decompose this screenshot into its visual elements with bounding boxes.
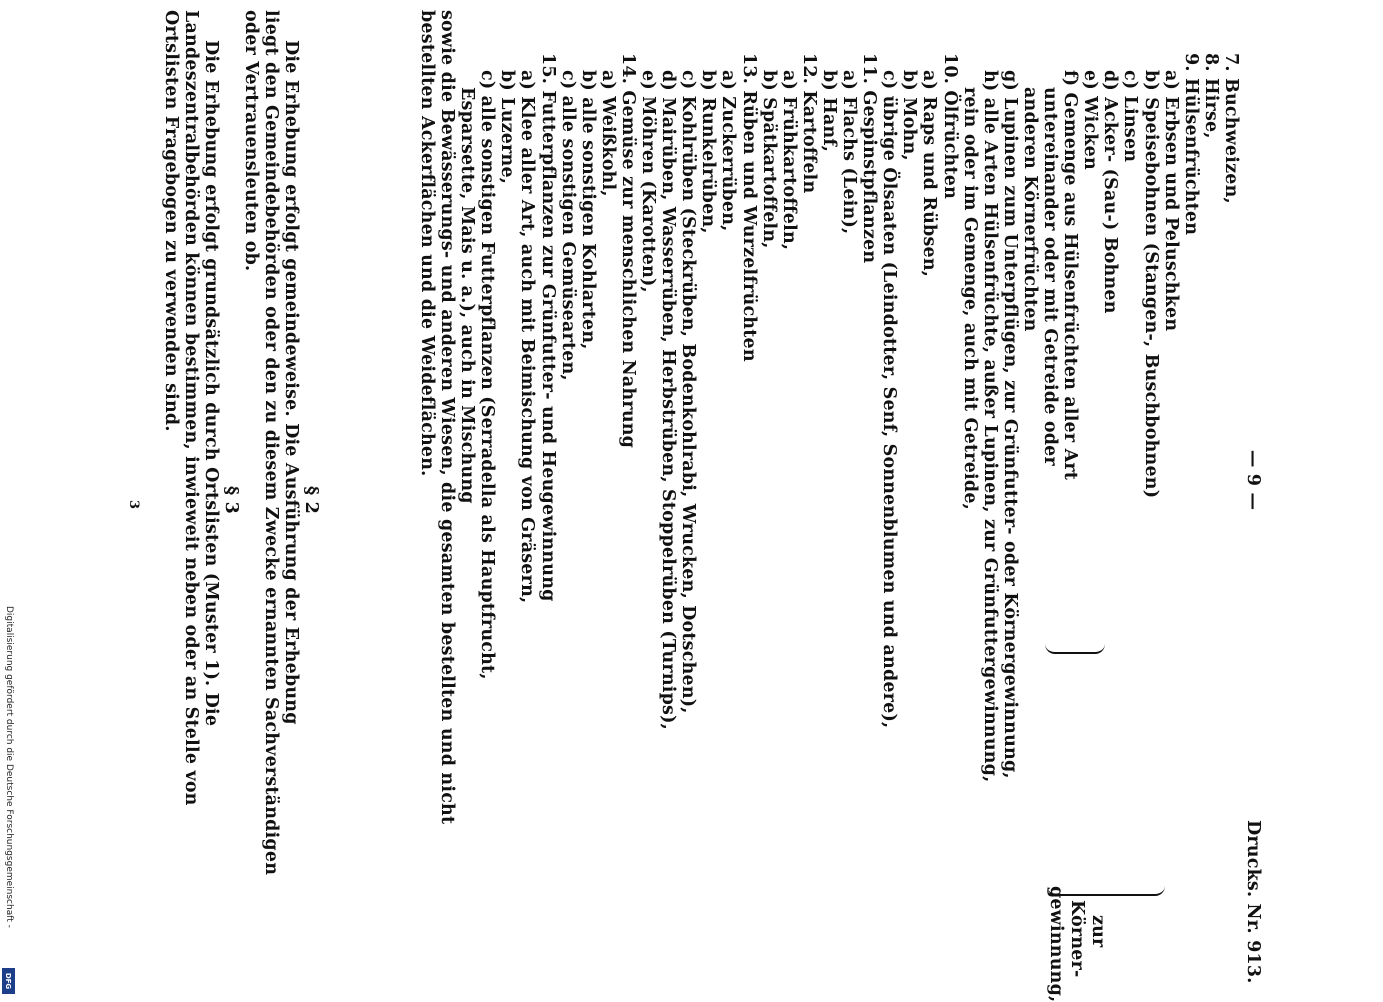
funding-sidebar — [2, 0, 16, 1000]
section-3-line-2: Landeszentralbehörden können bestimmen, inwieweit neben oder an Stelle von — [181, 10, 201, 806]
section-3-line-3: Ortslisten Fragebogen zu verwenden sind. — [161, 10, 181, 432]
crop-list-line: rein oder im Gemenge, auch mit Getreide, — [959, 87, 980, 510]
crop-list-line: 7. Buchweizen, — [1221, 53, 1241, 204]
section-3-heading: § 3 — [221, 485, 241, 515]
section-3-line-1: Die Erhebung erfolgt grundsätzlich durch Ortslisten (Muster 1). Die — [201, 40, 221, 727]
crop-list-line: 8. Hirse, — [1200, 53, 1221, 139]
crop-list-line: b) alle sonstigen Kohlarten, — [577, 70, 598, 350]
crop-list-line: a) Frühkartoffeln, — [778, 70, 799, 251]
crop-list-line: b) Luzerne, — [497, 70, 518, 185]
crop-list-line: 12. Kartoffeln — [798, 53, 819, 194]
funding-note: Digitalisierung gefördert durch die Deutsche Forschungsgemeinschaft - — [4, 606, 14, 928]
crop-list-line: c) alle sonstigen Gemüsearten, — [557, 70, 578, 381]
crop-list-line: a) Erbsen und Peluschken — [1160, 70, 1181, 332]
brace-label-gewinnung: gewinnung, — [1046, 886, 1066, 1002]
crop-list-line: c) Kohlrüben (Steckrüben, Bodenkohlrabi, Wrucken, Dotschen), — [678, 70, 699, 714]
crop-list-line: a) Zuckerrüben, — [718, 70, 739, 232]
crop-list-line: 9. Hülsenfrüchten — [1180, 53, 1201, 236]
crop-list-line: untereinander oder mit Getreide oder — [1040, 87, 1061, 466]
crop-list-line: a) Klee aller Art, auch mit Beimischung von Gräsern, — [517, 70, 538, 604]
crop-list-line: anderen Körnerfrüchten — [1020, 87, 1040, 332]
crop-list-line: e) Möhren (Karotten), — [638, 70, 659, 293]
crop-list-line: c) Linsen — [1120, 70, 1141, 163]
crop-list-line: a) Flachs (Lein), — [839, 70, 860, 235]
crop-list-line: c) alle sonstigen Futterpflanzen (Serradella als Hauptfrucht, — [477, 70, 498, 680]
section-2-line-3: oder Vertrauensleuten ob. — [241, 10, 261, 272]
crop-list-line: b) Mohn, — [899, 70, 920, 161]
crop-list-line: 11. Gespinstpflanzen — [859, 53, 880, 264]
dfg-logo — [2, 968, 15, 994]
brace-inner — [1045, 640, 1105, 654]
crop-list-line: e) Wicken — [1080, 70, 1101, 170]
crop-list-line: 10. Ölfrüchten — [939, 53, 960, 200]
crop-list-line: d) Acker- (Sau-) Bohnen — [1100, 70, 1121, 314]
crop-list-line: b) Hanf, — [819, 70, 839, 153]
crop-list-line: g) Lupinen zum Unterpflügen, zur Grünfutter- oder Körnergewinnung, — [999, 70, 1020, 779]
section-2-line-2: liegt den Gemeindebehörden oder den zu diesem Zwecke ernannten Sachverständigen — [261, 10, 281, 876]
crop-list-line: d) Mairüben, Wasserrüben, Herbstrüben, Stoppelrüben (Turnips), — [658, 70, 679, 730]
crop-list-line: b) Runkelrüben, — [698, 70, 719, 234]
crop-list-line: b) Spätkartoffeln, — [758, 70, 779, 249]
crop-list-line: 15. Futterpflanzen zur Grünfutter- und Heugewinnung — [537, 53, 558, 602]
crop-list-line: b) Speisebohnen (Stangen-, Buschbohnen) — [1140, 70, 1161, 499]
crop-list-line: 14. Gemüse zur menschlichen Nahrung — [618, 53, 638, 449]
section-2-heading: § 2 — [301, 485, 321, 515]
crop-list-line: h) alle Arten Hülsenfrüchte, außer Lupinen, zur Grünfuttergewinnung, — [979, 70, 1000, 783]
crop-list-line: sowie die Bewässerungs- und anderen Wiesen, die gesamten bestellten und nicht — [437, 10, 458, 825]
document-reference: Drucks. Nr. 913. — [1243, 820, 1263, 984]
dfg-logo-text: DFG — [4, 972, 13, 990]
brace-label-zur: zur — [1088, 915, 1108, 948]
crop-list-line: c) übrige Ölsaaten (Leindotter, Senf, Sonnenblumen und andere), — [879, 70, 900, 729]
crop-list-line: 13. Rüben und Wurzelfrüchten — [738, 53, 759, 362]
crop-list-line: a) Raps und Rübsen, — [919, 70, 940, 278]
brace-label-koerner: Körner- — [1067, 900, 1087, 978]
signature-mark: 3 — [126, 500, 141, 510]
crop-list-line: a) Weißkohl, — [597, 70, 618, 197]
section-2-line-1: Die Erhebung erfolgt gemeindeweise. Die Ausführung der Erhebung — [281, 40, 301, 725]
page-number: — 9 — — [1243, 449, 1263, 511]
crop-list-line: f) Gemenge aus Hülsenfrüchten aller Art — [1060, 70, 1081, 481]
crop-list-line: Esparsette, Mais u. a.), auch in Mischung — [457, 87, 478, 504]
crop-list-line: bestellten Ackerflächen und die Weideflächen. — [417, 10, 437, 477]
